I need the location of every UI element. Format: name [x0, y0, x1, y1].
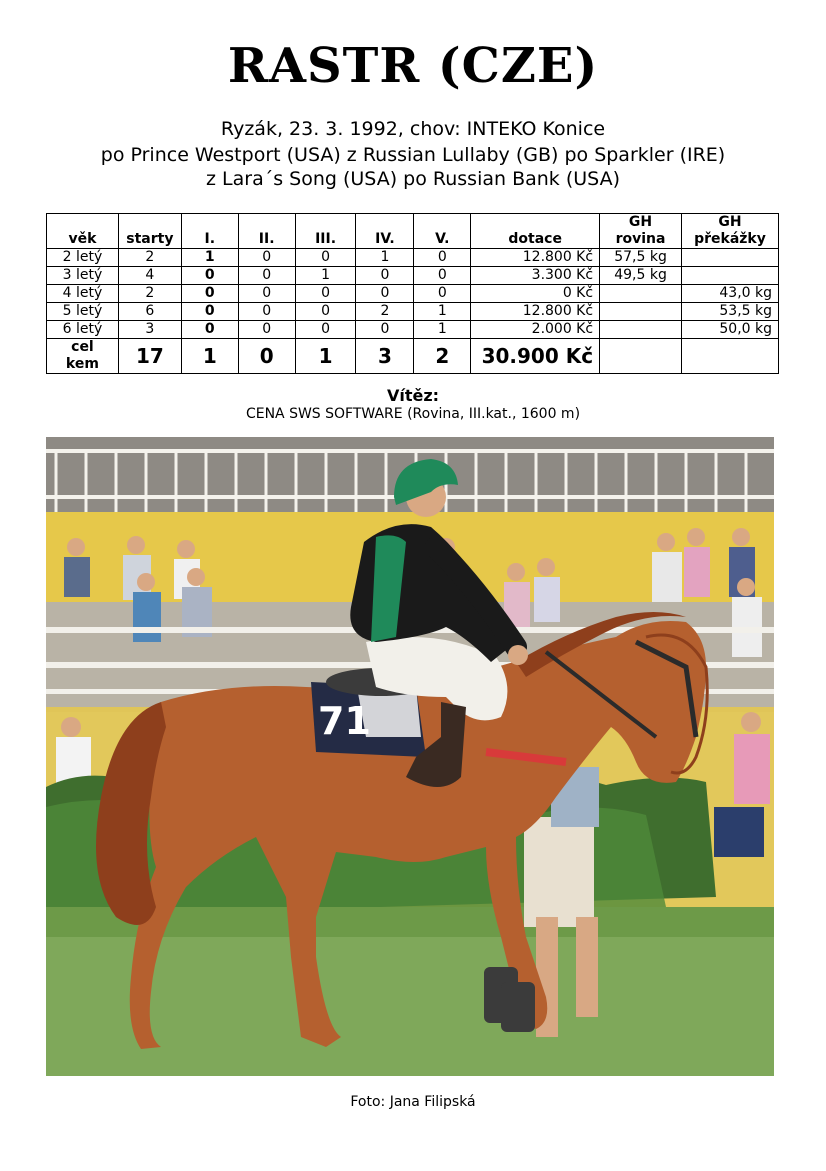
cell-fifth: 0 [414, 285, 471, 303]
cell-third: 0 [295, 321, 356, 339]
header-gh-flat [600, 214, 682, 249]
total-gh-jump [681, 339, 778, 374]
header-first: I. [181, 214, 238, 249]
header-fourth: IV. [356, 214, 414, 249]
cell-first: 0 [181, 321, 238, 339]
header-prize: dotace [471, 214, 600, 249]
cell-prize: 0 Kč [471, 285, 600, 303]
table-row [47, 321, 779, 339]
cell-starts: 4 [118, 267, 181, 285]
cell-second: 0 [238, 249, 295, 267]
cell-prize: 3.300 Kč [471, 267, 600, 285]
cell-first: 0 [181, 303, 238, 321]
cell-gh-jump [681, 249, 778, 267]
cell-prize: 12.800 Kč [471, 303, 600, 321]
cell-first: 0 [181, 267, 238, 285]
header-fifth: V. [414, 214, 471, 249]
cell-third: 1 [295, 267, 356, 285]
cell-fourth: 0 [356, 267, 414, 285]
total-prize: 30.900 Kč [471, 339, 600, 374]
table-row [47, 249, 779, 267]
saddle-number: 71 [318, 699, 371, 743]
table-total-row [47, 339, 779, 374]
cell-fifth: 1 [414, 321, 471, 339]
table-row [47, 267, 779, 285]
header-gh-jump-top: GH [718, 214, 742, 230]
cell-second: 0 [238, 285, 295, 303]
cell-gh-jump: 43,0 kg [681, 285, 778, 303]
jockey-hand [508, 645, 528, 665]
total-label: cel kem [47, 339, 119, 374]
cell-gh-jump: 53,5 kg [681, 303, 778, 321]
cell-age: 4 letý [47, 285, 119, 303]
total-third: 1 [295, 339, 356, 374]
race-name: CENA SWS SOFTWARE (Rovina, III.kat., 1600 m) [245, 406, 581, 422]
cell-second: 0 [238, 267, 295, 285]
header-gh-jump-bottom: překážky [694, 231, 766, 247]
header-gh-jump [681, 214, 778, 249]
total-first: 1 [181, 339, 238, 374]
cell-gh-flat: 49,5 kg [600, 267, 682, 285]
cell-age: 6 letý [47, 321, 119, 339]
header-gh-flat-bottom: rovina [615, 231, 666, 247]
cell-starts: 2 [118, 249, 181, 267]
cell-gh-flat [600, 285, 682, 303]
total-fourth: 3 [356, 339, 414, 374]
table-row [47, 285, 779, 303]
pedigree-line-dam: z Lara´s Song (USA) po Russian Bank (USA) [206, 168, 620, 190]
cell-fourth: 1 [356, 249, 414, 267]
cell-gh-flat [600, 321, 682, 339]
cell-fifth: 1 [414, 303, 471, 321]
horse-boot-front-2 [501, 982, 535, 1032]
header-age: věk [47, 214, 119, 249]
header-third: III. [295, 214, 356, 249]
cell-starts: 3 [118, 321, 181, 339]
header-gh-flat-top: GH [628, 214, 653, 230]
cell-third: 0 [295, 303, 356, 321]
cell-prize: 12.800 Kč [471, 249, 600, 267]
winner-heading: Vítěz: [386, 386, 440, 405]
cell-third: 0 [295, 285, 356, 303]
header-second: II. [238, 214, 295, 249]
table-header-row [47, 214, 779, 249]
cell-gh-jump: 50,0 kg [681, 321, 778, 339]
photo-credit: Foto: Jana Filipská [350, 1094, 476, 1110]
cell-fifth: 0 [414, 267, 471, 285]
cell-prize: 2.000 Kč [471, 321, 600, 339]
cell-gh-flat: 57,5 kg [600, 249, 682, 267]
total-second: 0 [238, 339, 295, 374]
cell-age: 2 letý [47, 249, 119, 267]
pedigree-line: po Prince Westport (USA) z Russian Lullaby (GB) po Sparkler (IRE) [100, 144, 726, 166]
cell-third: 0 [295, 249, 356, 267]
horse-name-title: RASTR (CZE) [227, 38, 599, 94]
horse-photo [46, 437, 774, 1076]
cell-starts: 6 [118, 303, 181, 321]
cell-starts: 2 [118, 285, 181, 303]
cell-gh-flat [600, 303, 682, 321]
race-record-table [46, 213, 779, 374]
cell-gh-jump [681, 267, 778, 285]
cell-fourth: 0 [356, 285, 414, 303]
cell-second: 0 [238, 303, 295, 321]
total-gh-flat [600, 339, 682, 374]
table-row [47, 303, 779, 321]
total-fifth: 2 [414, 339, 471, 374]
cell-first: 0 [181, 285, 238, 303]
breeding-info: Ryzák, 23. 3. 1992, chov: INTEKO Konice [220, 118, 606, 140]
cell-age: 5 letý [47, 303, 119, 321]
cell-second: 0 [238, 321, 295, 339]
total-starts: 17 [118, 339, 181, 374]
cell-fourth: 2 [356, 303, 414, 321]
cell-age: 3 letý [47, 267, 119, 285]
cell-first: 1 [181, 249, 238, 267]
header-starts: starty [118, 214, 181, 249]
cell-fourth: 0 [356, 321, 414, 339]
cell-fifth: 0 [414, 249, 471, 267]
